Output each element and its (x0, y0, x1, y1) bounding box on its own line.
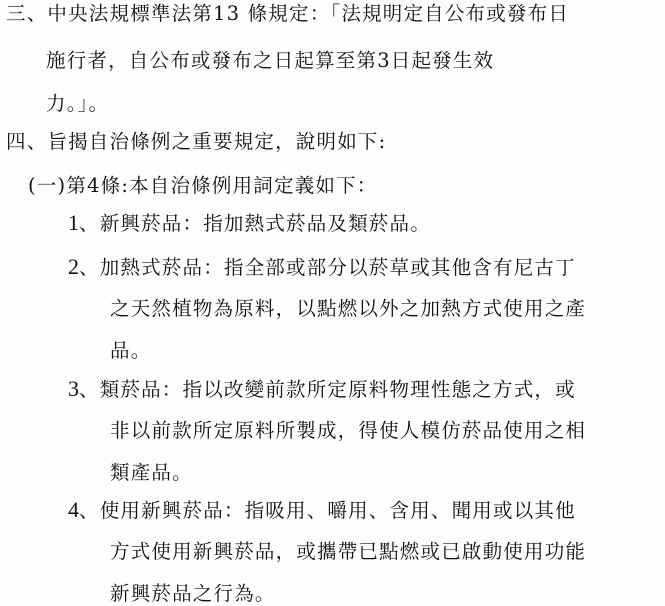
subsection-1-heading: (一)第4條:本自治條例用詞定義如下： (28, 174, 378, 197)
item-number: 3 (68, 376, 79, 401)
definition-item-2-line-1: 2、加熱式菸品：指全部或部分以菸草或其他含有尼古丁 (68, 254, 576, 279)
article-3-line-2: 施行者，自公布或發布之日起算至第3日起發生效 (46, 49, 495, 72)
definition-item-3-line-1: 3、類菸品：指以改變前款所定原料物理性態之方式，或 (68, 376, 576, 401)
article-3-line-1: 三、中央法規標準法第13 條規定：「法規明定自公布或發布日 (6, 2, 570, 25)
definition-item-1-line-1: 1、新興菸品：指加熱式菸品及類菸品。 (68, 210, 431, 235)
article-3-line-3: 力。」。 (46, 92, 110, 115)
item-number: 1 (68, 210, 79, 235)
definition-item-4-line-3: 新興菸品之行為。 (110, 582, 276, 605)
definition-item-4-line-1: 4、使用新興菸品：指吸用、嚼用、含用、聞用或以其他 (68, 497, 576, 522)
item-number: 4 (68, 497, 79, 522)
item-number: 2 (68, 254, 79, 279)
definition-item-3-line-2: 非以前款所定原料所製成，得使人模仿菸品使用之相 (110, 419, 587, 442)
definition-item-3-line-3: 類產品。 (110, 461, 193, 484)
definition-item-4-line-2: 方式使用新興菸品，或攜帶已點燃或已啟動使用功能 (110, 540, 587, 563)
definition-item-2-line-3: 品。 (110, 339, 152, 362)
article-4-heading: 四、旨揭自治條例之重要規定，說明如下: (6, 130, 387, 153)
definition-item-2-line-2: 之天然植物為原料，以點燃以外之加熱方式使用之產 (110, 297, 587, 320)
